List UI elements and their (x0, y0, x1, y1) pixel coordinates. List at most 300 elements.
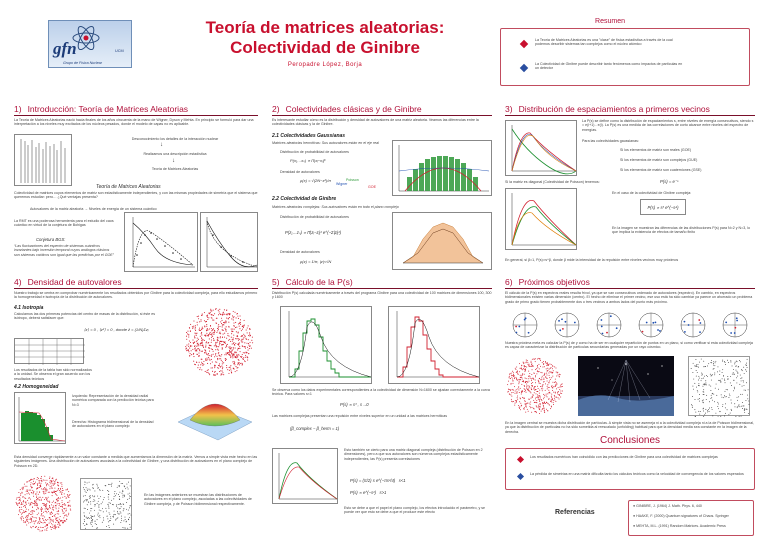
scatter-point (47, 509, 48, 510)
scatter-point (510, 394, 511, 395)
scatter-point (207, 319, 208, 320)
scatter-point (706, 399, 707, 400)
scatter-point (102, 522, 103, 523)
scatter-point (221, 320, 222, 321)
scatter-point (238, 362, 239, 363)
scatter-point (65, 521, 66, 522)
scatter-point (199, 321, 200, 322)
scatter-point (31, 482, 32, 483)
scatter-point (714, 368, 715, 369)
scatter-point (723, 397, 724, 398)
scatter-point (39, 519, 40, 520)
scatter-point (42, 527, 43, 528)
scatter-point (512, 379, 513, 380)
scatter-point (214, 345, 215, 346)
scatter-point (125, 488, 126, 489)
scatter-point (705, 380, 706, 381)
section-3-ps-plot-top (505, 120, 577, 176)
scatter-point (195, 364, 196, 365)
scatter-point (91, 518, 92, 519)
scatter-point (711, 407, 712, 408)
logo-text: gfn (53, 39, 77, 58)
scatter-point (62, 488, 63, 489)
scatter-point (719, 380, 720, 381)
scatter-point (550, 379, 551, 380)
scatter-point (550, 372, 551, 373)
ref-item-3: ● MEHTA, M.L. (1991) Random Matrices. Academic Press (633, 524, 726, 528)
scatter-point (49, 478, 50, 479)
scatter-point (30, 514, 31, 515)
section-2-text: Es interesante estudiar cómo es la distribución y densidad de autovalores de una matriz aleatoria. Veamos las diferencias entre la colectividades clásicas y la de Ginibre. (272, 118, 479, 127)
scatter-point (87, 509, 88, 510)
scatter-point (244, 352, 245, 353)
scatter-point (16, 504, 17, 505)
scatter-point (202, 343, 203, 344)
scatter-point (63, 517, 64, 518)
scatter-point (219, 365, 220, 366)
scatter-point (53, 528, 54, 529)
scatter-point (717, 402, 718, 403)
section-3-label: Distribución de espaciamientos a primeros vecinos (518, 104, 710, 114)
scatter-point (219, 371, 220, 372)
scatter-point (49, 502, 50, 503)
scatter-point (35, 527, 36, 528)
scatter-point (519, 363, 520, 364)
scatter-point (100, 517, 101, 518)
scatter-point (51, 504, 52, 505)
scatter-point (538, 407, 539, 408)
scatter-point (31, 520, 32, 521)
scatter-point (217, 349, 218, 350)
scatter-point (197, 354, 198, 355)
scatter-point (212, 367, 213, 368)
scatter-point (231, 372, 232, 373)
scatter-point (209, 360, 210, 361)
scatter-point (553, 392, 554, 393)
scatter-point (228, 347, 229, 348)
scatter-point (542, 372, 543, 373)
scatter-point (129, 517, 130, 518)
scatter-point (520, 388, 521, 389)
scatter-point (107, 516, 108, 517)
scatter-point (518, 379, 519, 380)
scatter-point (547, 386, 548, 387)
scatter-point (242, 345, 243, 346)
scatter-point (60, 506, 61, 507)
scatter-point (521, 392, 522, 393)
scatter-point (238, 344, 239, 345)
scatter-point (217, 374, 218, 375)
scatter-point (725, 407, 726, 408)
scatter-point (52, 524, 53, 525)
scatter-point (517, 395, 518, 396)
scatter-point (559, 394, 560, 395)
scatter-point (693, 379, 694, 380)
scatter-point (39, 483, 40, 484)
scatter-point (91, 520, 92, 521)
scatter-point (530, 378, 531, 379)
scatter-point (86, 499, 87, 500)
scatter-point (40, 527, 41, 528)
scatter-point (26, 520, 27, 521)
scatter-point (549, 392, 550, 393)
scatter-point (531, 380, 532, 381)
scatter-point (58, 482, 59, 483)
scatter-point (51, 529, 52, 530)
scatter-point (233, 335, 234, 336)
scatter-point (550, 401, 551, 402)
scatter-point (110, 518, 111, 519)
scatter-point (744, 373, 745, 374)
scatter-point (126, 502, 127, 503)
scatter-point (555, 381, 556, 382)
scatter-point (213, 354, 214, 355)
scatter-point (542, 388, 543, 389)
scatter-point (123, 503, 124, 504)
scatter-point (213, 351, 214, 352)
scatter-point (540, 366, 541, 367)
scatter-point (30, 499, 31, 500)
scatter-point (211, 317, 212, 318)
scatter-point (698, 385, 699, 386)
scatter-point (58, 489, 59, 490)
scatter-point (90, 523, 91, 524)
scatter-point (727, 379, 728, 380)
scatter-point (208, 353, 209, 354)
scatter-point (238, 318, 239, 319)
scatter-point (524, 407, 525, 408)
scatter-point (85, 499, 86, 500)
scatter-point (560, 385, 561, 386)
scatter-point (517, 380, 518, 381)
logo-caption: Grupo de Física Nuclear (63, 61, 102, 65)
scatter-point (238, 348, 239, 349)
scatter-point (231, 347, 232, 348)
scatter-point (511, 401, 512, 402)
scatter-point (125, 517, 126, 518)
scatter-point (203, 339, 204, 340)
scatter-point (231, 318, 232, 319)
scatter-point (202, 351, 203, 352)
scatter-point (699, 378, 700, 379)
scatter-point (123, 510, 124, 511)
scatter-point (233, 368, 234, 369)
scatter-point (546, 378, 547, 379)
scatter-point (547, 388, 548, 389)
scatter-point (94, 506, 95, 507)
scatter-point (230, 357, 231, 358)
scatter-point (41, 511, 42, 512)
scatter-point (26, 481, 27, 482)
section-6-label: Próximos objetivos (518, 277, 590, 287)
scatter-point (701, 373, 702, 374)
scatter-point (725, 403, 726, 404)
scatter-point (92, 495, 93, 496)
scatter-point (201, 334, 202, 335)
scatter-point (224, 314, 225, 315)
conclusiones-item-2: La pérdida de simetrías en una matriz dificulta tanto los cálculos teóricos como la velocidad de convergencia de los valores esperados (530, 472, 744, 476)
section-3-ps-plot-bottom (505, 188, 577, 250)
scatter-point (531, 389, 532, 390)
scatter-point (43, 480, 44, 481)
scatter-point (236, 317, 237, 318)
section-1-text2: Colectividad de matrices cuyos elementos de matriz son estadísticamente independientes, y con las mismas propiedades de simetría que el sistema que queremos estudiar: pero… ¿Qué ventajas presenta? (14, 191, 258, 200)
scatter-point (698, 411, 699, 412)
scatter-point (711, 380, 712, 381)
scatter-point (524, 391, 525, 392)
scatter-point (70, 506, 71, 507)
scatter-point (98, 487, 99, 488)
scatter-point (109, 527, 110, 528)
scatter-point (221, 360, 222, 361)
scatter-point (543, 405, 544, 406)
scatter-point (38, 508, 39, 509)
scatter-point (64, 493, 65, 494)
scatter-point (236, 331, 237, 332)
scatter-point (218, 346, 219, 347)
scatter-point (700, 411, 701, 412)
scatter-point (522, 375, 523, 376)
section-1-num: 1) (14, 104, 22, 114)
section-2-bullet-4: Densidad de autovalores (280, 250, 320, 254)
scatter-point (544, 410, 545, 411)
scatter-point (192, 349, 193, 350)
section-4-img-caption: En las imágenes anteriores se muestran las distribuciones de autovalores en el plano complejo, asociadas a las colectividades de Ginibre compleja, y de Poisson bidimensional respectivamente. (144, 493, 252, 506)
scatter-point (119, 486, 120, 487)
scatter-point (38, 513, 39, 514)
scatter-point (509, 377, 510, 378)
scatter-point (52, 488, 53, 489)
scatter-point (84, 489, 85, 490)
scatter-point (508, 381, 509, 382)
scatter-point (200, 345, 201, 346)
section-1-text: La Teoría de Matrices Aleatorias nació hacia finales de los años cincuenta de la mano de Wigner, Dyson y Mehta. En principio se formuló para dar una interpretación a los niveles muy excitados de los núcleos pesados, donde el modelo de capas no es aplicable. (14, 118, 254, 127)
scatter-point (199, 362, 200, 363)
scatter-point (127, 487, 128, 488)
scatter-point (203, 346, 204, 347)
scatter-point (18, 503, 19, 504)
scatter-point (695, 366, 696, 367)
scatter-point (218, 326, 219, 327)
scatter-point (550, 368, 551, 369)
resumen-item-2: La Colectividad de Ginibre puede describir tanto fenómenos como impactos de partículas en un detector (535, 62, 683, 71)
scatter-point (86, 487, 87, 488)
scatter-point (237, 355, 238, 356)
scatter-point (48, 508, 49, 509)
scatter-point (231, 350, 232, 351)
scatter-point (524, 374, 525, 375)
scatter-point (63, 504, 64, 505)
scatter-point (100, 496, 101, 497)
scatter-point (210, 325, 211, 326)
scatter-point (224, 337, 225, 338)
scatter-point (209, 351, 210, 352)
scatter-point (740, 394, 741, 395)
scatter-point (536, 373, 537, 374)
scatter-point (35, 517, 36, 518)
scatter-point (62, 497, 63, 498)
scatter-point (208, 336, 209, 337)
scatter-point (65, 489, 66, 490)
scatter-point (62, 504, 63, 505)
scatter-point (61, 484, 62, 485)
scatter-point (188, 346, 189, 347)
scatter-point (528, 378, 529, 379)
scatter-point (219, 358, 220, 359)
scatter-point (537, 386, 538, 387)
scatter-point (217, 339, 218, 340)
scatter-point (248, 353, 249, 354)
section-5-formula-2: (β_complex − β_herm = 1) (290, 426, 340, 431)
scatter-point (243, 338, 244, 339)
scatter-point (126, 484, 127, 485)
scatter-point (57, 511, 58, 512)
scatter-point (251, 348, 252, 349)
scatter-point (534, 387, 535, 388)
scatter-point (212, 336, 213, 337)
scatter-point (222, 326, 223, 327)
scatter-point (44, 476, 45, 477)
scatter-point (106, 526, 107, 527)
scatter-point (698, 376, 699, 377)
scatter-point (205, 321, 206, 322)
scatter-point (549, 387, 550, 388)
scatter-point (240, 319, 241, 320)
scatter-point (220, 356, 221, 357)
scatter-point (695, 399, 696, 400)
scatter-point (52, 495, 53, 496)
scatter-point (222, 368, 223, 369)
conclusiones-item-1: Los resultados numéricos han coincidido con las predicciones de Ginibre para una colectividad de matrices complejas (530, 455, 718, 459)
scatter-point (106, 511, 107, 512)
section-3-case-gue: Si los elementos de matriz son complejos (GUE) (620, 158, 698, 162)
scatter-point (28, 503, 29, 504)
scatter-point (724, 379, 725, 380)
scatter-point (245, 348, 246, 349)
scatter-point (99, 515, 100, 516)
scatter-point (237, 367, 238, 368)
scatter-point (217, 358, 218, 359)
scatter-point (526, 378, 527, 379)
section-1-rule (14, 115, 258, 116)
scatter-point (92, 484, 93, 485)
scatter-point (93, 501, 94, 502)
scatter-point (234, 351, 235, 352)
scatter-point (22, 504, 23, 505)
scatter-point (207, 370, 208, 371)
scatter-point (237, 332, 238, 333)
scatter-point (542, 408, 543, 409)
section-4-radial-plot (14, 392, 66, 444)
section-2-sub1-text: Matrices aleatorias hermíticas: Sus autovalores están en el eje real (272, 141, 379, 145)
scatter-point (213, 315, 214, 316)
scatter-point (108, 499, 109, 500)
scatter-point (30, 480, 31, 481)
scatter-point (248, 335, 249, 336)
scatter-point (198, 356, 199, 357)
scatter-point (33, 521, 34, 522)
scatter-point (101, 503, 102, 504)
scatter-point (200, 330, 201, 331)
scatter-point (232, 354, 233, 355)
scatter-point (57, 517, 58, 518)
scatter-point (530, 407, 531, 408)
scatter-point (225, 322, 226, 323)
scatter-point (51, 523, 52, 524)
scatter-point (724, 395, 725, 396)
scatter-point (29, 494, 30, 495)
scatter-point (544, 408, 545, 409)
scatter-point (559, 376, 560, 377)
scatter-point (90, 490, 91, 491)
scatter-point (734, 363, 735, 364)
scatter-point (701, 380, 702, 381)
scatter-point (39, 520, 40, 521)
scatter-point (206, 321, 207, 322)
scatter-point (553, 402, 554, 403)
scatter-point (529, 391, 530, 392)
scatter-point (249, 332, 250, 333)
scatter-point (543, 379, 544, 380)
scatter-point (191, 350, 192, 351)
section-6-ginibre-img (505, 356, 565, 416)
scatter-point (692, 396, 693, 397)
referencias-box (628, 500, 754, 536)
scatter-point (201, 321, 202, 322)
scatter-point (206, 372, 207, 373)
section-4-right-caption: Derecha: Histograma tridimensional de la densidad de autovalores en el plano complejo (72, 420, 154, 429)
scatter-point (47, 519, 48, 520)
scatter-point (17, 497, 18, 498)
scatter-point (537, 397, 538, 398)
scatter-point (209, 348, 210, 349)
scatter-point (246, 343, 247, 344)
scatter-point (213, 334, 214, 335)
scatter-point (731, 385, 732, 386)
scatter-point (23, 520, 24, 521)
scatter-point (541, 411, 542, 412)
scatter-point (747, 409, 748, 410)
scatter-point (67, 488, 68, 489)
scatter-point (239, 323, 240, 324)
resumen-item-1: La Teoría de Matrices Aleatorias es una "clase" de física estadística a través de la cual podemos describir sistemas tan complejos como el núcleo atómico (535, 38, 673, 47)
scatter-point (516, 371, 517, 372)
scatter-point (211, 354, 212, 355)
scatter-point (218, 368, 219, 369)
scatter-point (128, 514, 129, 515)
scatter-point (515, 400, 516, 401)
scatter-point (238, 323, 239, 324)
scatter-point (52, 527, 53, 528)
scatter-point (528, 381, 529, 382)
scatter-point (555, 368, 556, 369)
scatter-point (116, 493, 117, 494)
scatter-point (47, 498, 48, 499)
scatter-point (530, 404, 531, 405)
section-1-fluct-figure (200, 212, 258, 272)
scatter-point (20, 500, 21, 501)
scatter-point (525, 405, 526, 406)
scatter-point (41, 500, 42, 501)
scatter-point (562, 390, 563, 391)
scatter-point (18, 514, 19, 515)
scatter-point (225, 343, 226, 344)
scatter-point (30, 522, 31, 523)
section-2-formula-1: P(x₁…xₙ) ∝ Π|xᵢ−xⱼ|ᵝ (290, 158, 326, 163)
scatter-point (45, 522, 46, 523)
scatter-point (243, 327, 244, 328)
scatter-point (740, 361, 741, 362)
